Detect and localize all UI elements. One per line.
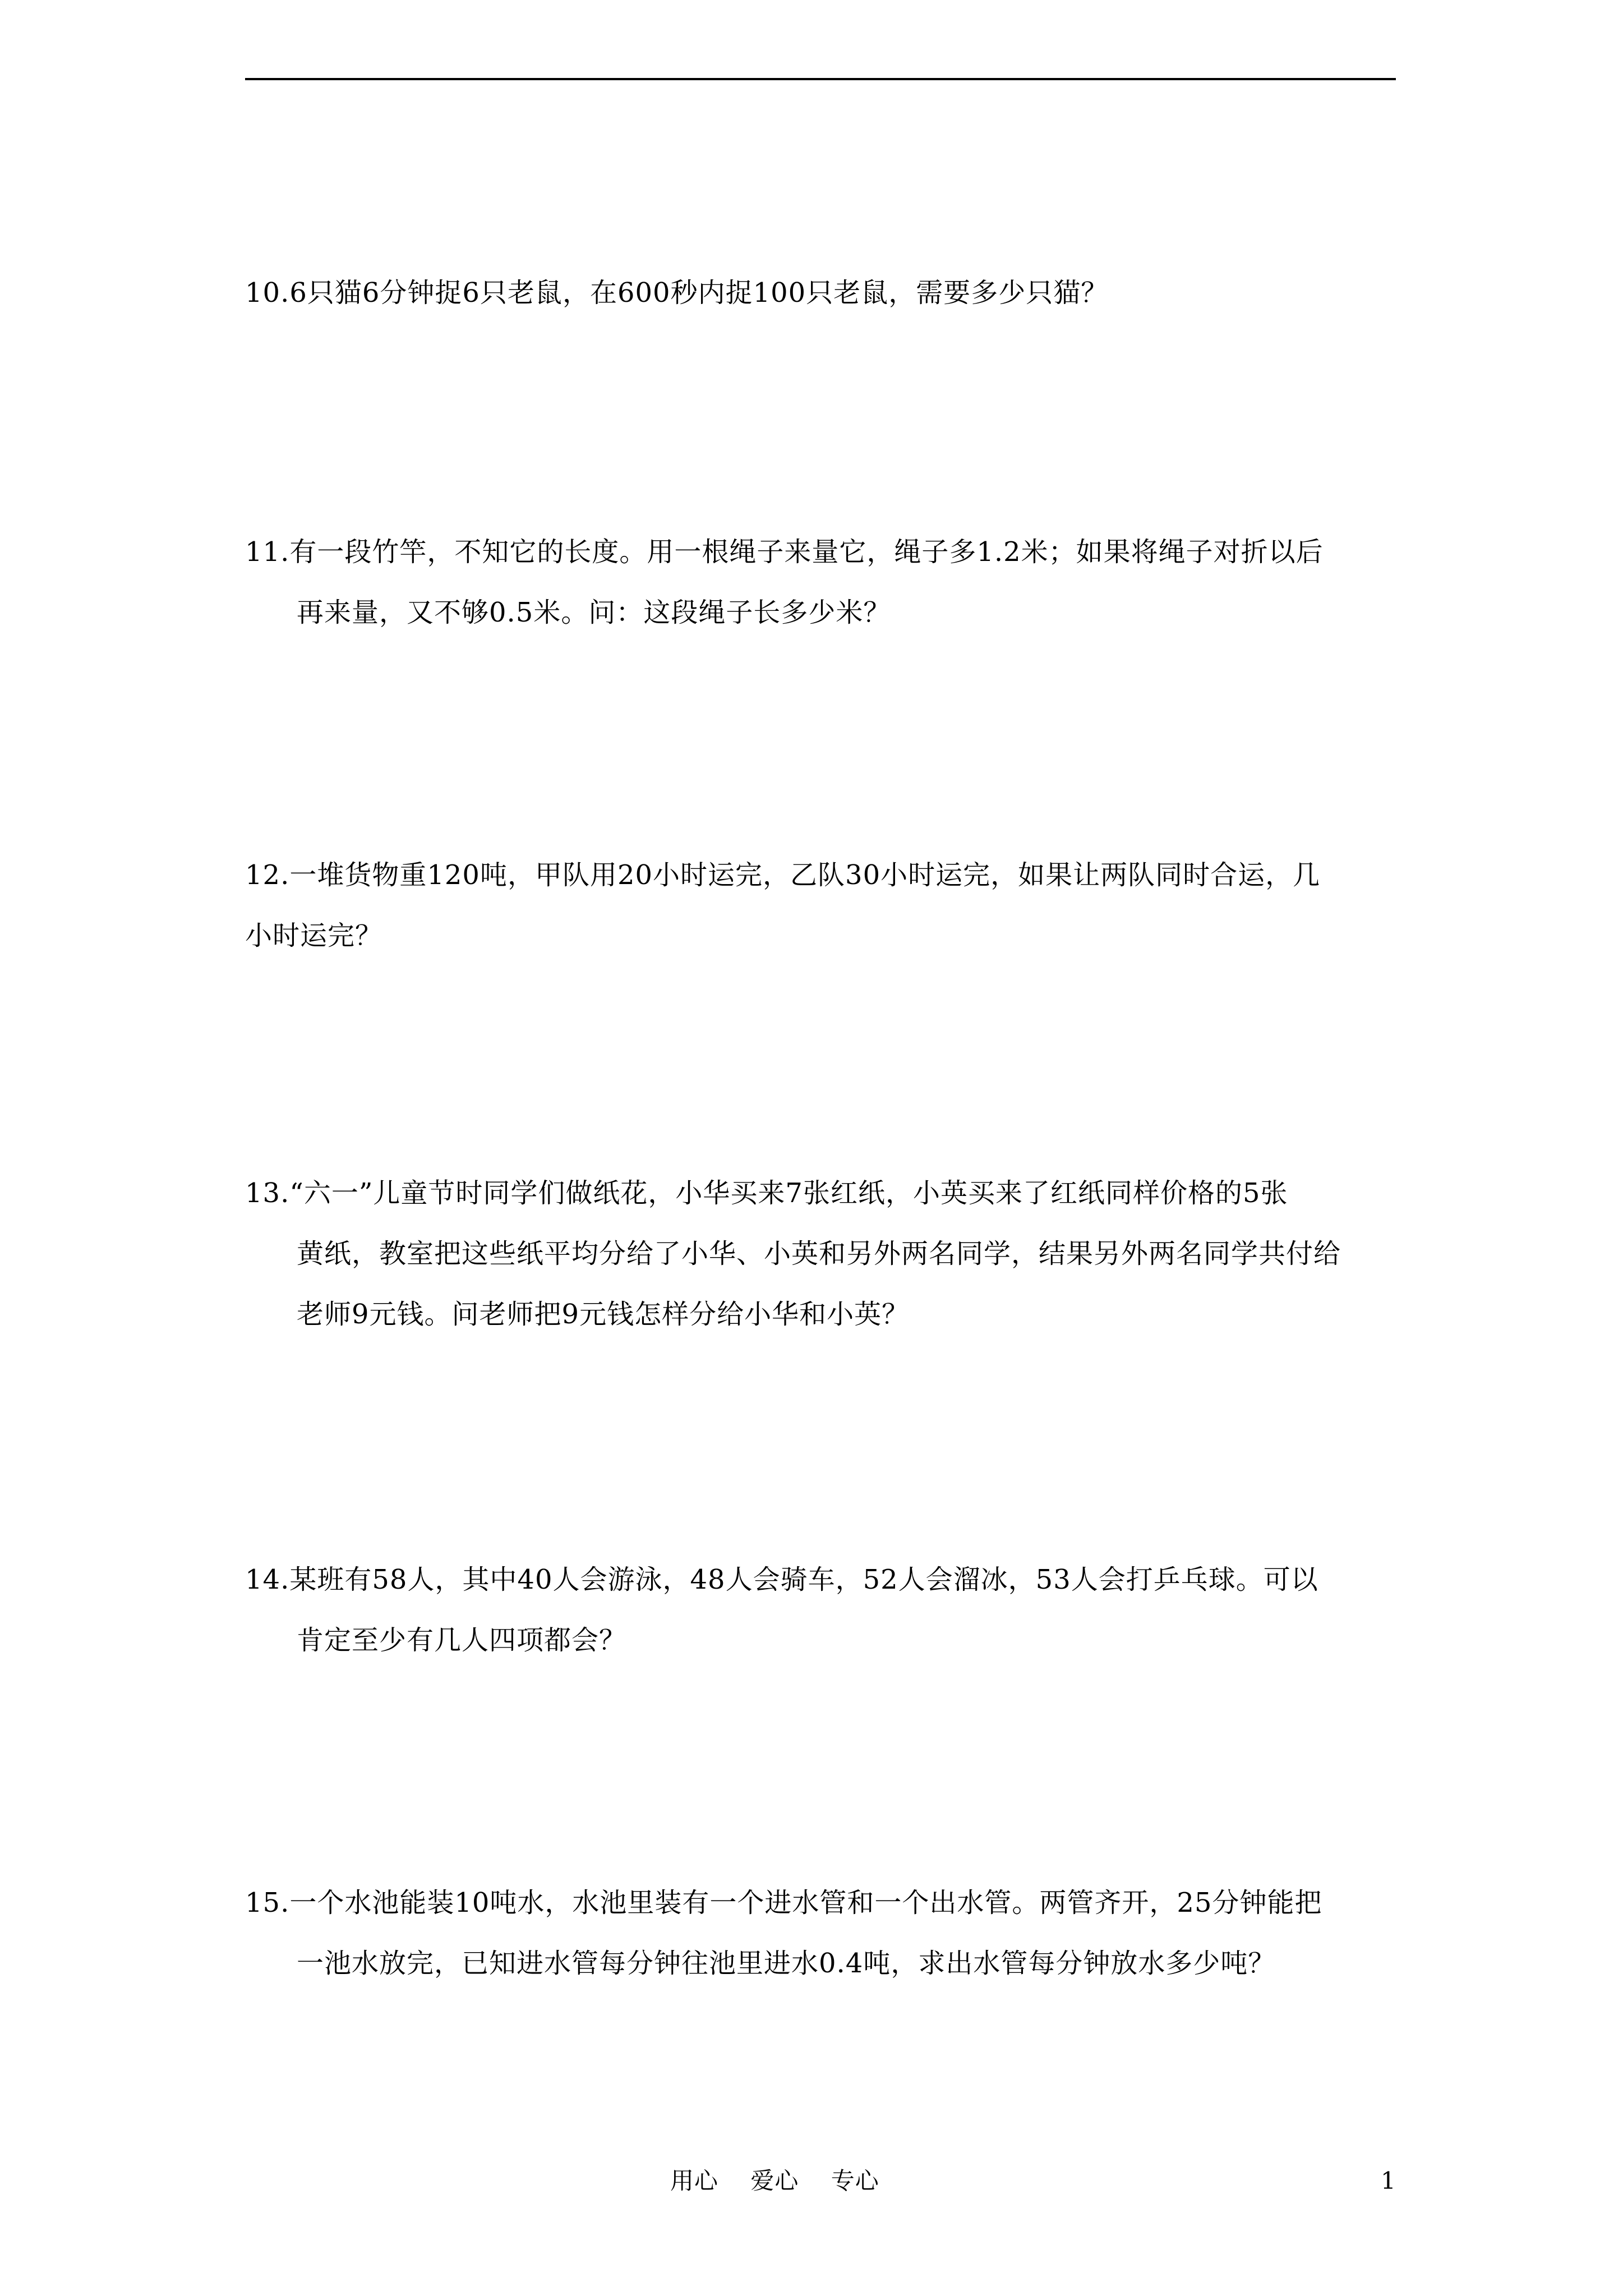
problem-number: 14. [245,1564,290,1595]
problem-11-line-2: 再来量，又不够0.5米。问：这段绳子长多少米？ [297,597,891,628]
problem-13-line-2: 黄纸，教室把这些纸平均分给了小华、小英和另外两名同学，结果另外两名同学共付给 [297,1238,1341,1269]
problem-11-line-1 [245,522,1396,582]
problem-10-line-1 [245,263,1396,323]
problem-10 [245,263,1396,323]
problem-14 [245,1549,1396,1671]
header-rule [245,78,1396,80]
problem-text: 某班有58人，其中40人会游泳，48人会骑车，52人会溜冰，53人会打乒乓球。可以 [289,1564,1318,1595]
problem-11 [245,522,1396,643]
problem-13 [245,1163,1396,1345]
problem-15-line-2: 一池水放完，已知进水管每分钟往池里进水0.4吨，求出水管每分钟放水多少吨？ [297,1948,1276,1979]
footer-motto: 用心 爱心 专心 [670,2167,879,2194]
problem-text: “六一”儿童节时同学们做纸花，小华买来7张红纸，小英买来了红纸同样价格的5张 [289,1177,1288,1209]
problem-number: 11. [245,536,290,568]
problem-text: 一个水池能装10吨水，水池里装有一个进水管和一个出水管。两管齐开，25分钟能把 [289,1887,1322,1918]
problem-15 [245,1872,1396,1994]
problem-15-line-1 [245,1872,1396,1933]
problem-text: 一堆货物重120吨，甲队用20小时运完，乙队30小时运完，如果让两队同时合运，几 [289,859,1321,891]
problem-13-line-1 [245,1163,1396,1223]
problem-number: 13. [245,1177,290,1209]
problem-14-line-1 [245,1549,1396,1610]
problem-13-line-3: 老师9元钱。问老师把9元钱怎样分给小华和小英？ [297,1299,910,1330]
problem-12 [245,845,1396,966]
problem-12-line-2: 小时运完？ [245,920,383,951]
page-number: 1 [1381,2167,1396,2194]
problem-number: 15. [245,1887,290,1918]
problem-number: 12. [245,859,290,891]
problem-text: 6只猫6分钟捉6只老鼠，在600秒内捉100只老鼠，需要多少只猫？ [289,277,1109,309]
problem-12-line-1 [245,845,1396,905]
problem-14-line-2: 肯定至少有几人四项都会？ [297,1625,627,1656]
problem-text: 有一段竹竿，不知它的长度。用一根绳子来量它，绳子多1.2米；如果将绳子对折以后 [289,536,1324,568]
problem-number: 10. [245,277,290,309]
